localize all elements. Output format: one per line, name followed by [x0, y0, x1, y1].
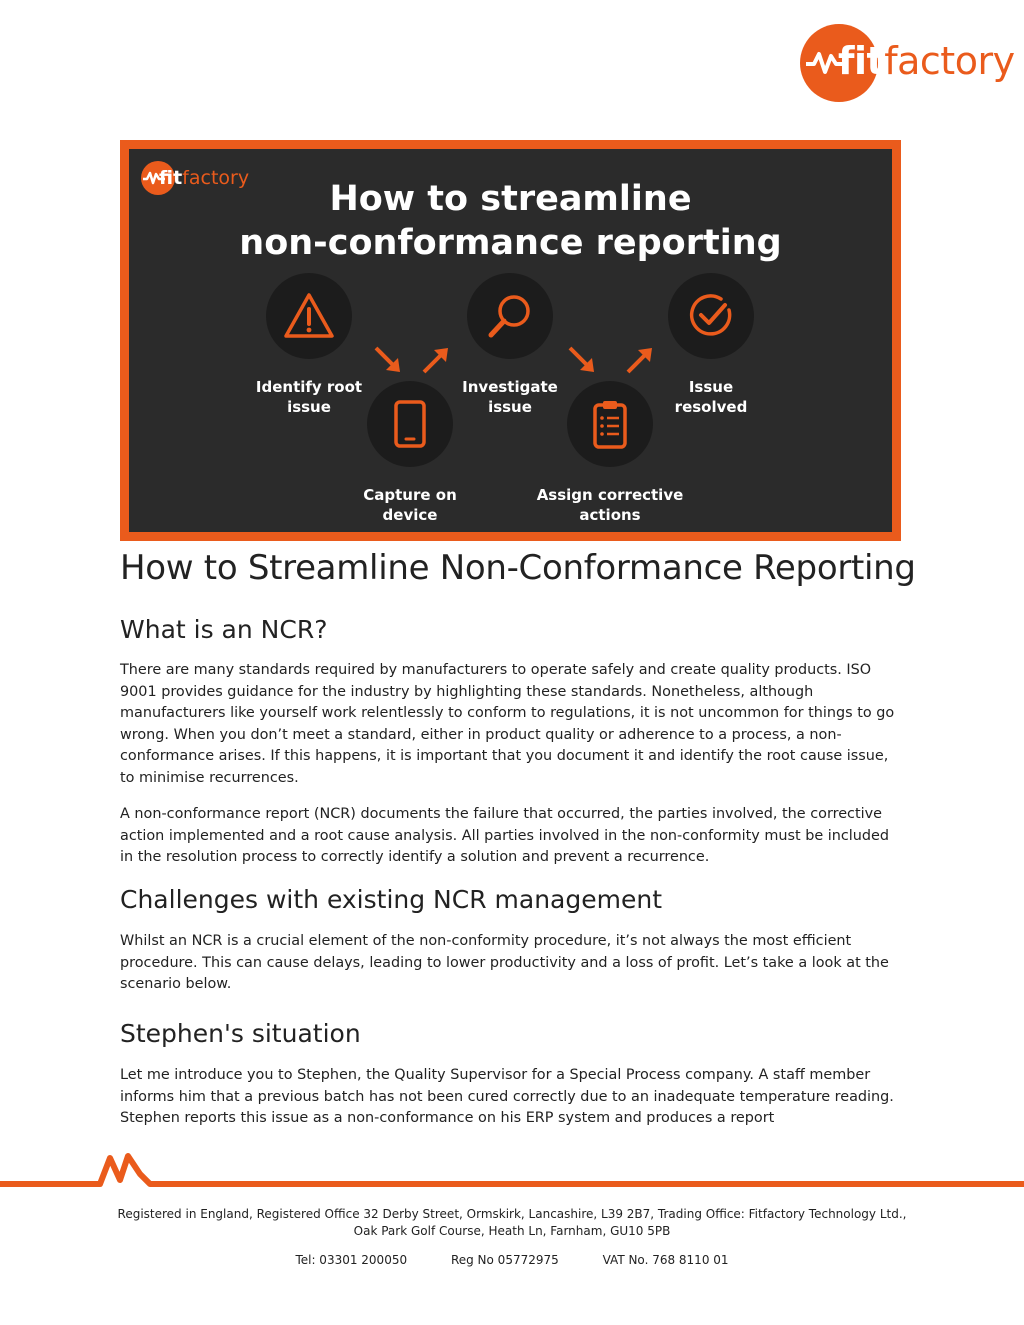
step-investigate-label: Investigate issue: [462, 378, 558, 416]
paragraph: There are many standards required by manufacturers to operate safely and create quality products. ISO 9001 provides guidance for the industry by highlighting these standards. Nonetheless, although manufacturers like yourself work relentlessly to conform to regulations, it is not uncommon for things to go wrong. When you don’t meet a standard, either in product quality or adherence to a process, a non-conformance arises. If this happens, it is important that you document it and identify the root cause issue, to minimise recurrences.: [120, 662, 895, 786]
section-heading-challenges: Challenges with existing NCR management: [120, 885, 663, 914]
step-identify-label: Identify root issue: [255, 378, 363, 416]
step-assign-label: Assign corrective actions: [536, 486, 684, 524]
paragraph: Let me introduce you to Stephen, the Quality Supervisor for a Special Process company. A staff member informs him that a previous batch has not been cured correctly due to an inadequate temperature reading. Stephen reports this issue as a non-conformance on his ERP system and produces a report: [120, 1067, 894, 1127]
warning-icon: [283, 290, 335, 342]
tablet-icon: [384, 398, 436, 450]
step-resolved-circle: [668, 273, 754, 359]
step-capture-label: Capture on device: [363, 486, 457, 524]
arrow-down-right-icon: [567, 345, 597, 375]
magnifier-icon: [484, 290, 536, 342]
step-investigate-circle: [467, 273, 553, 359]
infographic-logo-wordmark: fitfactory: [159, 167, 250, 189]
footer-address: [0, 1206, 1024, 1240]
footer-address-line1: Registered in England, Registered Office 32 Derby Street, Ormskirk, Lancashire, L39 2B7, Trading Office: Fitfactory Technology Ltd.,: [117, 1207, 907, 1221]
clipboard-icon: [584, 398, 636, 450]
logo-wordmark: fitfactory: [838, 39, 1015, 83]
paragraph: A non-conformance report (NCR) documents the failure that occurred, the parties involved, the corrective action implemented and a root cause analysis. All parties involved in the non-conformity must be included in the resolution process to correctly identify a solution and prevent a recurrence.: [120, 806, 890, 866]
fitfactory-logo: [800, 22, 1015, 106]
arrow-up-right-icon: [421, 345, 451, 375]
section-heading-what-is-ncr: What is an NCR?: [120, 615, 328, 644]
section-heading-stephens-situation: Stephen's situation: [120, 1019, 361, 1048]
footer-vat: VAT No. 768 8110 01: [602, 1253, 729, 1267]
infographic-title-line1: How to streamline: [329, 179, 692, 219]
infographic-panel: [129, 149, 892, 532]
check-circle-icon: [685, 290, 737, 342]
footer-tel: Tel: 03301 200050: [295, 1253, 408, 1267]
footer-address-line2: Oak Park Golf Course, Heath Ln, Farnham, GU10 5PB: [353, 1224, 671, 1238]
arrow-down-right-icon: [373, 345, 403, 375]
footer-contacts: [0, 1253, 1024, 1267]
infographic: [120, 140, 901, 541]
step-identify-circle: [266, 273, 352, 359]
document-title: How to Streamline Non-Conformance Reporting: [120, 548, 916, 588]
infographic-title: [129, 177, 892, 265]
footer-wave-divider: [0, 1148, 1024, 1193]
infographic-title-line2: non-conformance reporting: [239, 223, 782, 263]
step-resolved-label: Issue resolved: [674, 378, 748, 416]
arrow-up-right-icon: [625, 345, 655, 375]
footer-reg: Reg No 05772975: [450, 1253, 559, 1267]
paragraph: Whilst an NCR is a crucial element of the non-conformity procedure, it’s not always the most efficient procedure. This can cause delays, leading to lower productivity and a loss of profit. Let’s take a look at the scenario below.: [120, 933, 889, 993]
